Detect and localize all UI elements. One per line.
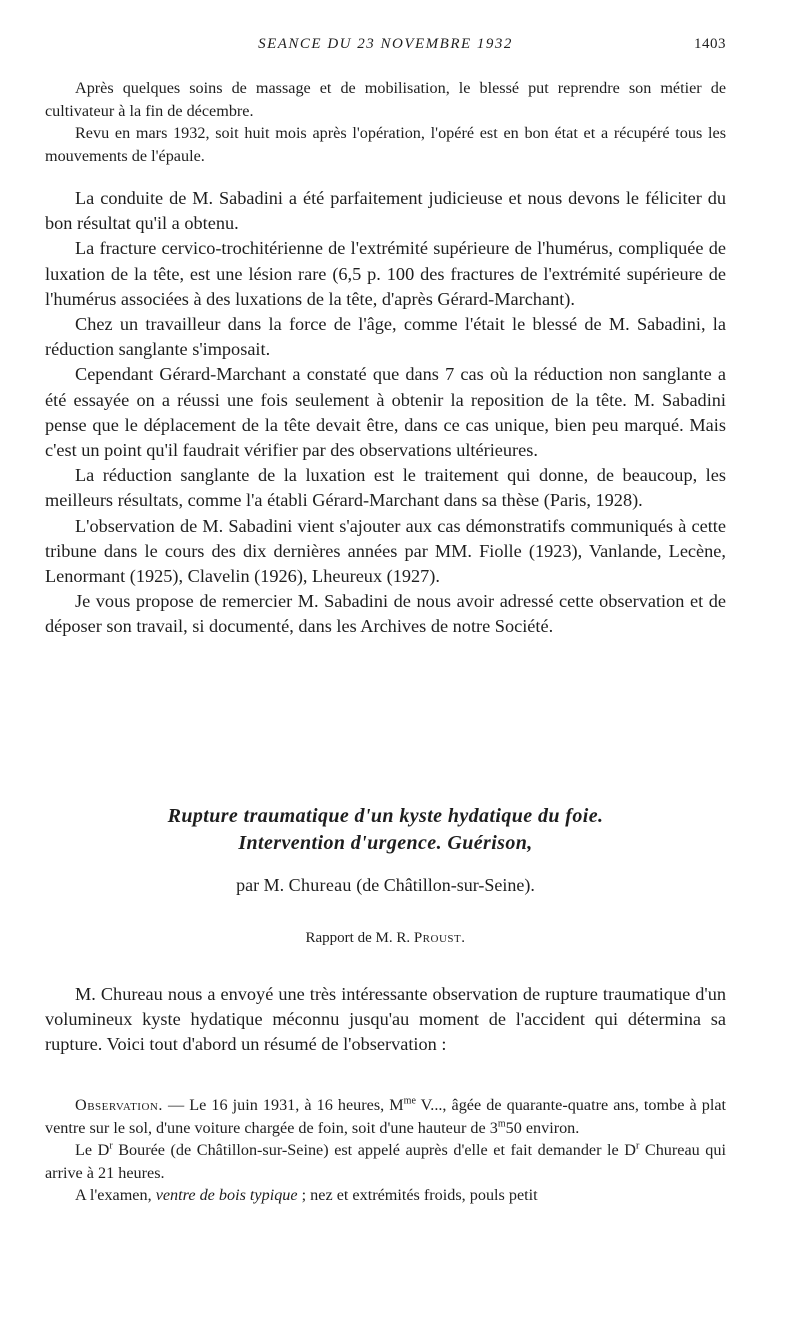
observation-text: A l'examen,	[75, 1186, 156, 1204]
commentary-paragraph-3: Chez un travailleur dans la force de l'âge, comme l'était le blessé de M. Sabadini, la réduction sanglante s'imposait.	[45, 314, 726, 360]
superscript: r	[636, 1140, 640, 1152]
author-location: (de Châtillon-sur-Seine).	[356, 875, 535, 895]
superscript: r	[109, 1140, 113, 1152]
observation-text: Le D	[75, 1141, 110, 1159]
commentary-paragraph-2: La fracture cervico-trochitérienne de l'extrémité supérieure de l'humérus, compliquée de luxation de la tête, est une lésion rare (6,5 p. 100 des fractures de l'extrémité supérieure de l'humérus associées à des luxations de la tête, d'après Gérard-Marchant).	[45, 238, 726, 309]
report-section	[45, 982, 726, 1058]
article-author	[45, 873, 726, 897]
observation-label: Observation.	[75, 1096, 163, 1114]
author-name: Chureau	[288, 875, 352, 895]
observation-text: — Le 16 juin 1931, à 16 heures, M	[167, 1096, 404, 1114]
commentary-paragraph-1: La conduite de M. Sabadini a été parfaitement judicieuse et nous devons le féliciter du bon résultat qu'il a obtenu.	[45, 188, 726, 234]
observation-section	[45, 1094, 726, 1207]
article-title-line-1: Rupture traumatique d'un kyste hydatique du foie.	[167, 805, 604, 827]
observation-text: ; nez et extrémités froids, pouls petit	[297, 1186, 538, 1204]
page-number: 1403	[694, 36, 726, 52]
observation-text: 50 environ.	[505, 1118, 580, 1137]
commentary-paragraph-6: L'observation de M. Sabadini vient s'ajouter aux cas démonstratifs communiqués à cette tribune dans le cours des dix dernières années par MM. Fiolle (1923), Vanlande, Lecène, Lenormant (1925), Clavelin (1926), Lheureux (1927).	[45, 515, 726, 587]
rapport-prefix: Rapport de M. R.	[305, 930, 411, 946]
commentary-paragraph-5: La réduction sanglante de la luxation est le traitement qui donne, de beaucoup, les meilleurs résultats, comme l'a établi Gérard-Marchant dans sa thèse (Paris, 1928).	[45, 465, 726, 511]
observation-text: Chureau qui arrive à 21 heures.	[45, 1141, 726, 1182]
rapport-name: Proust.	[413, 930, 466, 946]
observation-paragraph-2	[45, 1139, 726, 1184]
intro-section	[45, 77, 726, 167]
observation-text: Bourée (de Châtillon-sur-Seine) est appelé auprès d'elle et fait demander le D	[112, 1141, 636, 1159]
header-title: SEANCE DU 23 NOVEMBRE 1932	[258, 36, 513, 52]
rapport-line	[45, 928, 726, 948]
commentary-paragraph-7: Je vous propose de remercier M. Sabadini de nous avoir adressé cette observation et de déposer son travail, si documenté, dans les Archives de notre Société.	[45, 591, 726, 637]
observation-paragraph-1	[45, 1094, 726, 1139]
observation-italic: ventre de bois typique	[155, 1186, 298, 1204]
superscript: me	[403, 1095, 416, 1107]
observation-paragraph-3	[45, 1184, 726, 1207]
intro-paragraph-2: Revu en mars 1932, soit huit mois après l'opération, l'opéré est en bon état et a récupéré tous les mouvements de l'épaule.	[45, 124, 726, 165]
commentary-paragraph-4: Cependant Gérard-Marchant a constaté que dans 7 cas où la réduction non sanglante a été essayée on a réussi une fois seulement à obtenir la reposition de la tête. M. Sabadini pense que le déplacement de la tête devait être, dans ce cas unique, bien peu marqué. Mais c'est un point qu'il faudrait vérifier par des observations ultérieures.	[45, 364, 726, 461]
commentary-section	[45, 186, 726, 640]
report-paragraph: M. Chureau nous a envoyé une très intéressante observation de rupture traumatique d'un volumineux kyste hydatique méconnu jusqu'au moment de l'accident qui détermina sa rupture. Voici tout d'abord un résumé de l'observation :	[45, 984, 726, 1055]
article-title	[45, 803, 726, 857]
running-header	[45, 36, 726, 58]
observation-text: V..., âgée de quarante-quatre ans, tombe à plat ventre sur le sol, d'une voiture chargée de foin, soit d'une hauteur de 3	[45, 1096, 726, 1137]
intro-paragraph-1: Après quelques soins de massage et de mobilisation, le blessé put reprendre son métier de cultivateur à la fin de décembre.	[45, 79, 726, 120]
superscript: m	[497, 1118, 506, 1130]
author-prefix: par M.	[236, 875, 285, 895]
article-title-line-2: Intervention d'urgence. Guérison,	[238, 832, 533, 854]
